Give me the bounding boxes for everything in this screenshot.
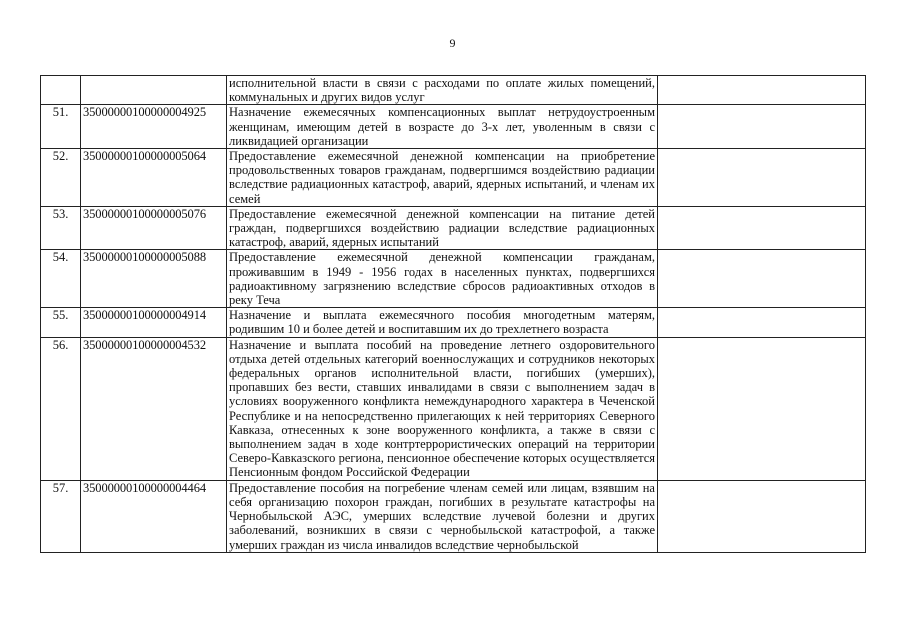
service-code xyxy=(81,76,227,105)
extra-cell xyxy=(658,105,866,149)
table-row xyxy=(41,480,866,552)
service-code: 35000000100000005076 xyxy=(81,206,227,250)
service-code: 35000000100000004532 xyxy=(81,337,227,480)
service-code: 35000000100000005088 xyxy=(81,250,227,308)
extra-cell xyxy=(658,250,866,308)
table-row xyxy=(41,308,866,337)
service-description: Назначение ежемесячных компенсационных выплат нетрудоустроенным женщинам, имеющим детей в возрасте до 3-х лет, уволенным в связи с ликвидацией организации xyxy=(227,105,658,149)
service-description: Предоставление ежемесячной денежной компенсации на приобретение продовольственных товаров гражданам, подвергшимся воздействию радиации вследствие радиационных катастроф, аварий, ядерных испытаний, и членам их семей xyxy=(227,149,658,207)
table-row xyxy=(41,250,866,308)
service-description: исполнительной власти в связи с расходами по оплате жилых помещений, коммунальных и других видов услуг xyxy=(227,76,658,105)
page-number: 9 xyxy=(449,36,456,50)
row-number: 55. xyxy=(41,308,81,337)
row-number: 52. xyxy=(41,149,81,207)
row-number: 54. xyxy=(41,250,81,308)
extra-cell xyxy=(658,480,866,552)
service-description: Предоставление пособия на погребение членам семей или лицам, взявшим на себя организацию похорон граждан, погибших в результате катастрофы на Чернобыльской АЭС, умерших вследствие лучевой болезни и других заболеваний, возникших в связи с чернобыльской катастрофой, а также умерших граждан из числа инвалидов вследствие чернобыльской xyxy=(227,480,658,552)
services-table xyxy=(40,75,866,553)
service-code: 35000000100000004914 xyxy=(81,308,227,337)
table-row xyxy=(41,206,866,250)
table-row xyxy=(41,149,866,207)
service-code: 35000000100000004464 xyxy=(81,480,227,552)
row-number: 56. xyxy=(41,337,81,480)
service-description: Предоставление ежемесячной денежной компенсации гражданам, проживавшим в 1949 - 1956 годах в населенных пунктах, подвергшихся радиоактивному загрязнению вследствие сбросов радиоактивных отходов в реку Теча xyxy=(227,250,658,308)
row-number xyxy=(41,76,81,105)
row-number: 51. xyxy=(41,105,81,149)
service-description: Предоставление ежемесячной денежной компенсации на питание детей граждан, подвергшихся воздействию радиации вследствие радиационных катастроф, аварий, ядерных испытаний xyxy=(227,206,658,250)
extra-cell xyxy=(658,76,866,105)
extra-cell xyxy=(658,308,866,337)
row-number: 53. xyxy=(41,206,81,250)
extra-cell xyxy=(658,337,866,480)
service-code: 35000000100000004925 xyxy=(81,105,227,149)
service-code: 35000000100000005064 xyxy=(81,149,227,207)
table-row xyxy=(41,105,866,149)
table-row xyxy=(41,337,866,480)
table-body xyxy=(41,76,866,553)
table-row xyxy=(41,76,866,105)
service-description: Назначение и выплата ежемесячного пособия многодетным матерям, родившим 10 и более детей и воспитавшим их до трехлетнего возраста xyxy=(227,308,658,337)
row-number: 57. xyxy=(41,480,81,552)
extra-cell xyxy=(658,206,866,250)
service-description: Назначение и выплата пособий на проведение летнего оздоровительного отдыха детей отдельных категорий военнослужащих и сотрудников некоторых федеральных органов исполнительной власти, погибших (умерших), пропавших без вести, ставших инвалидами в связи с выполнением задач в условиях вооруженного конфликта немеждународного характера в Чеченской Республике и на непосредственно прилегающих к ней территориях Северного Кавказа, отнесенных к зоне вооруженного конфликта, а также в связи с выполнением задач в ходе контртеррористических операций на территории Северо-Кавказского региона, пенсионное обеспечение которых осуществляется Пенсионным фондом Российской Федерации xyxy=(227,337,658,480)
extra-cell xyxy=(658,149,866,207)
